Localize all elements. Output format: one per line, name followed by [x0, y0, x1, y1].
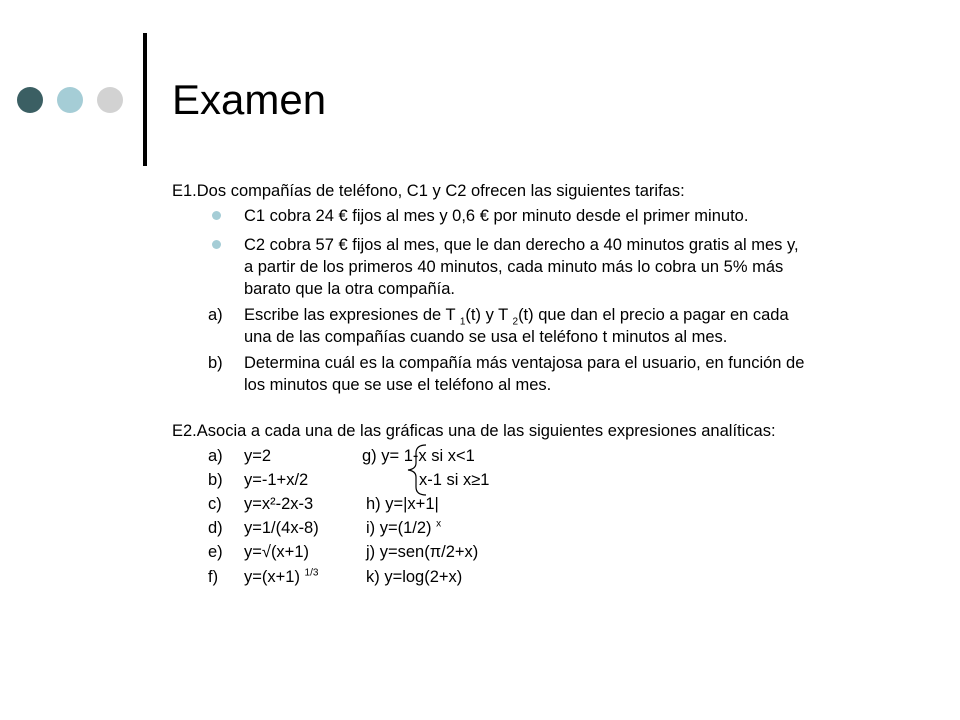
e2-item-marker: e)	[208, 543, 223, 561]
e1-bullet-c2-line3: barato que la otra compañía.	[244, 280, 455, 298]
e1-item-b-marker: b)	[208, 354, 223, 372]
e2-item-expression: y=-1+x/2	[244, 471, 309, 489]
decor-dot-dark	[17, 87, 43, 113]
bullet-icon	[212, 240, 221, 249]
e1-item-b-line1: Determina cuál es la compañía más ventajosa para el usuario, en función de	[244, 354, 805, 372]
e2-item-expression: y=2	[244, 447, 272, 465]
e2-item-marker: c)	[208, 495, 222, 513]
e1-item-a-marker: a)	[208, 306, 223, 324]
decor-dot-light-blue	[57, 87, 83, 113]
e1-item-a-line2: una de las compañías cuando se usa el teléfono t minutos al mes.	[244, 328, 728, 346]
e2-item-expression: y=1/(4x-8)	[244, 519, 319, 537]
e2-item-marker: f)	[208, 568, 219, 586]
e1-item-b-line2: los minutos que se use el teléfono al mes.	[244, 376, 552, 394]
e2-item-i: i) y=(1/2) $^x$	[366, 518, 442, 537]
e2-item-h: h) y=|x+1|	[366, 495, 439, 513]
e2-item-marker: a)	[208, 447, 223, 465]
e1-bullet-c1: C1 cobra 24 € fijos al mes y 0,6 € por minuto desde el primer minuto.	[244, 207, 749, 225]
bullet-icon	[212, 211, 221, 220]
page-title: Examen	[172, 76, 327, 123]
e2-item-expression: y=(x+1) $^{1/3}$	[244, 567, 319, 586]
e2-item-j: j) y=sen(π/2+x)	[366, 543, 479, 561]
title-divider	[143, 33, 147, 166]
e2-item-g-line1: g) y= 1-x si x<1	[362, 447, 475, 465]
e2-item-marker: b)	[208, 471, 223, 489]
e1-heading: E1.Dos compañías de teléfono, C1 y C2 ofrecen las siguientes tarifas:	[172, 182, 685, 200]
e2-item-k: k) y=log(2+x)	[366, 568, 463, 586]
e2-item-marker: d)	[208, 519, 223, 537]
e2-item-expression: y=x²-2x-3	[244, 495, 314, 513]
e1-bullet-c2-line1: C2 cobra 57 € fijos al mes, que le dan derecho a 40 minutos gratis al mes y,	[244, 236, 799, 254]
e2-heading: E2.Asocia a cada una de las gráficas una de las siguientes expresiones analíticas:	[172, 422, 776, 440]
e2-item-g-line2: x-1 si x≥1	[419, 471, 490, 489]
e1-bullet-c2-line2: a partir de los primeros 40 minutos, cada minuto más lo cobra un 5% más	[244, 258, 784, 276]
e1-item-a-line1: Escribe las expresiones de T $_1$(t) y T $_2$(t) que dan el precio a pagar en cada	[244, 306, 789, 328]
e2-item-expression: y=√(x+1)	[244, 543, 309, 561]
decor-dot-gray	[97, 87, 123, 113]
